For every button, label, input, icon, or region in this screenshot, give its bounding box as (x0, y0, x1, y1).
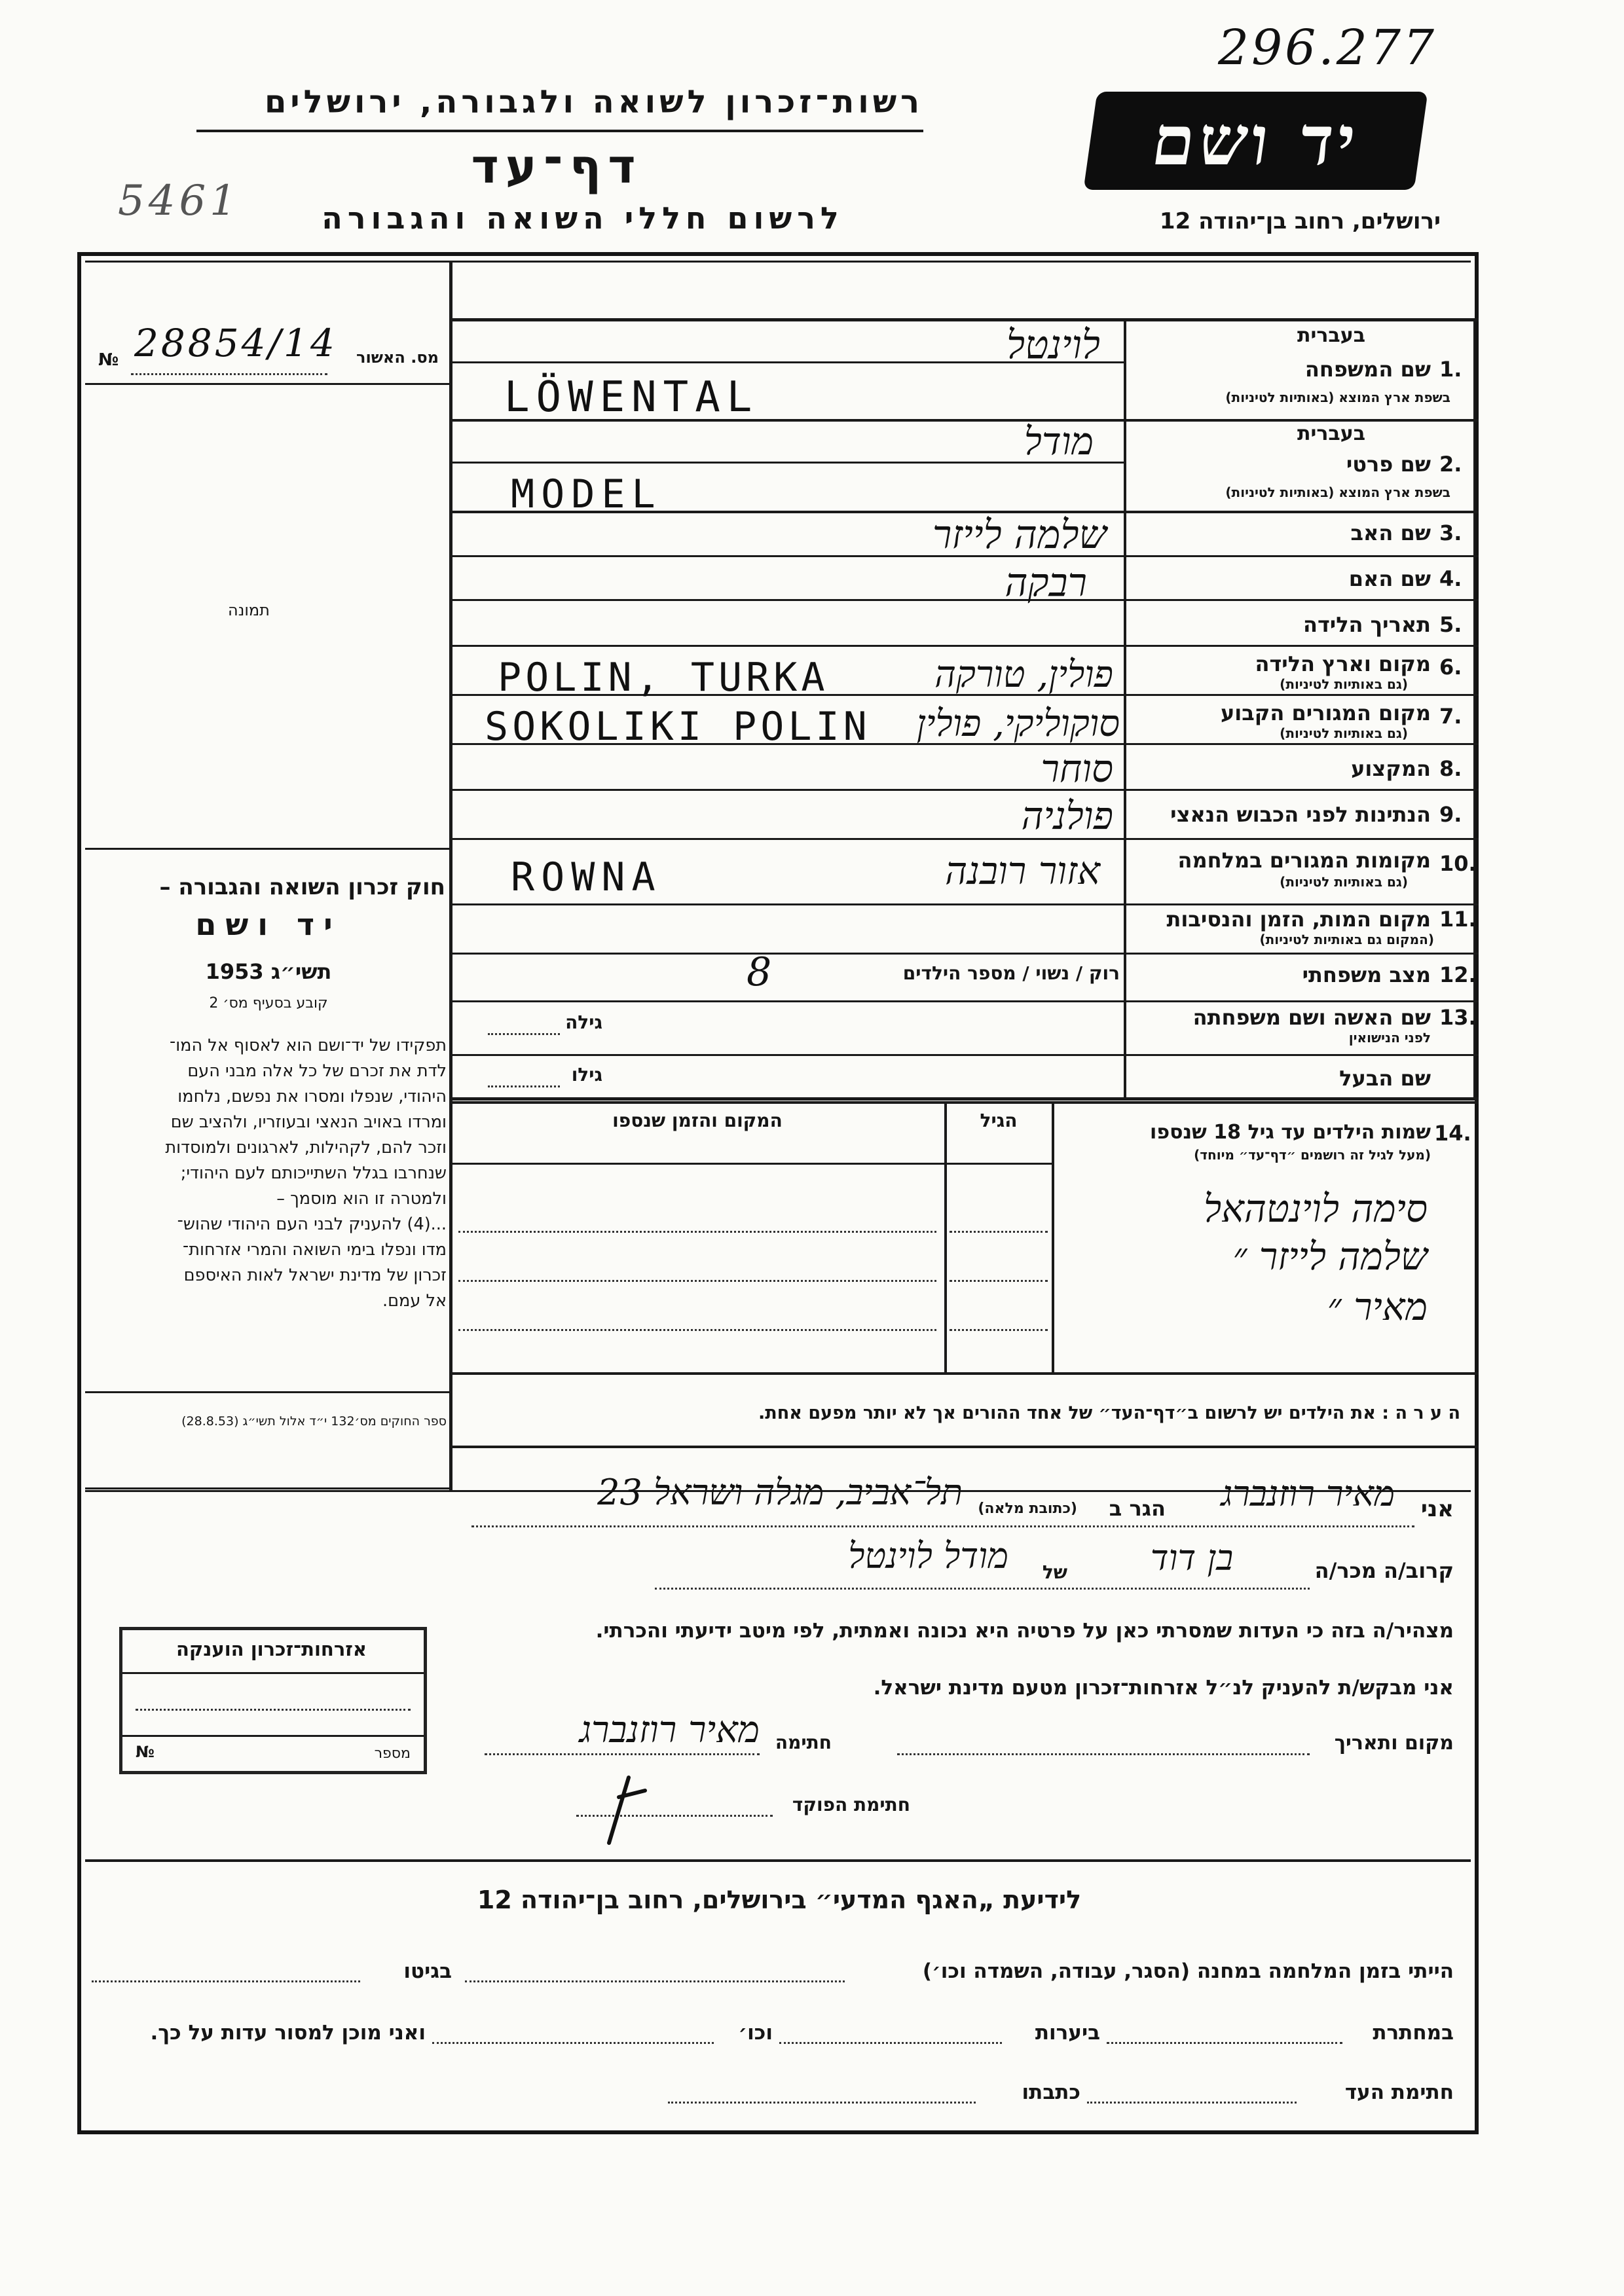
declarant-signature: מאיר רוזנברג (579, 1709, 760, 1751)
field-5-num: 5. (1439, 612, 1462, 637)
age-dots (950, 1280, 1048, 1282)
field-1-lang: בעברית (1297, 324, 1365, 347)
field-6-num: 6. (1439, 655, 1462, 680)
citizenship-rule (122, 1735, 424, 1737)
frame-inner-rule (85, 261, 1471, 263)
children-sub: (מעל לגיל זה רושמים ״דף־עד״ מיוחד) (1194, 1147, 1431, 1163)
approval-number: 28854/14 (134, 321, 337, 365)
field-1-sub: בשפת ארץ המוצא (באותיות לטיניות) (1225, 390, 1450, 405)
row-rule (452, 1000, 1479, 1002)
place-header: המקום והזמן שנספו (612, 1110, 783, 1131)
row-rule (452, 953, 1479, 955)
law-line: מדו ונפלו בימי השואה והמרי אזרחות־ (183, 1240, 447, 1260)
bottom-line1-end-dots (92, 1980, 360, 1982)
field-10-num: 10. (1439, 851, 1477, 876)
place-dots (458, 1280, 936, 1282)
bottom-forests: ביערות (1035, 2021, 1100, 2045)
field-1-num: 1. (1439, 357, 1462, 382)
field-2-lang: בעברית (1297, 422, 1365, 445)
field-10-latin-value: ROWNA (511, 854, 662, 900)
field-13-num: 13. (1439, 1005, 1477, 1030)
field-8-num: 8. (1439, 756, 1462, 781)
officer-signature-mark (583, 1771, 655, 1850)
field-3-label: שם האב (1350, 520, 1431, 545)
law-line: וזכר להם, לקהילות, לארגונים ולמוסדות (165, 1138, 447, 1157)
field-5-label: תאריך הלידה (1302, 612, 1431, 637)
header-rule (196, 130, 923, 132)
of-name: מודל לוינטל (848, 1535, 1008, 1576)
approval-rule (85, 383, 449, 385)
field-9-num: 9. (1439, 802, 1462, 827)
left-column-divider (449, 261, 452, 1491)
law-paragraph (88, 1033, 447, 1314)
full-address-label: (כתובת מלאה) (978, 1501, 1077, 1517)
bottom-section-rule (85, 1859, 1471, 1862)
place-date-dots (897, 1753, 1310, 1755)
law-box-top (85, 848, 449, 850)
row-rule (452, 1097, 1479, 1101)
citizenship-rule (122, 1672, 424, 1674)
declarant-address: תל־אביב, מגלה ושראל 23 (597, 1472, 963, 1513)
husband-age-dots (488, 1085, 560, 1087)
field-7-sub: (גם באותיות לטיניות) (1280, 725, 1408, 741)
age-dots (950, 1231, 1048, 1233)
field-4-label: שם האם (1348, 566, 1431, 591)
field-6-value: פולין, טורקה (934, 653, 1113, 696)
i-label: אני (1420, 1496, 1454, 1522)
signature-label: חתימה (775, 1732, 832, 1753)
law-source: ספר החוקים מס׳132 י״ד אלול תשי״ג (28.8.53) (181, 1414, 447, 1429)
field-8-value: סוחר (1041, 746, 1113, 791)
field-2-sub: בשפת ארץ המוצא (באותיות לטיניות) (1225, 484, 1450, 500)
request: אני מבקש/ת להעניק לנ״ל אזרחות־זכרון מטעם מדינת ישראל. (873, 1676, 1454, 1700)
field-3-value: שלמה לייזר (932, 512, 1107, 558)
field-2-label: שם פרטי (1346, 452, 1431, 477)
citizenship-box (119, 1627, 427, 1774)
note-text: ה ע ר ה : את הילדים יש לרשום ב״דף־העד״ של אחד ההורים אך לא יותר מפעם אחת. (758, 1403, 1460, 1423)
bottom-testimony: ואני מוכן למסור עדות על כך. (150, 2021, 426, 2045)
children-label: שמות הילדים עד גיל 18 שנספו (1150, 1121, 1431, 1144)
declaration: מצהיר/ה בזה כי העדות שמסרתי כאן על פרטיה היא נכונה ואמתית, לפי מיטב ידיעתי והכרתי. (595, 1619, 1454, 1643)
authority-line: רשות־זכרון לשואה ולגבורה, ירושלים (264, 84, 923, 120)
field-9-value: פולניה (1021, 793, 1113, 838)
field-13-age-label: גילה (565, 1011, 602, 1033)
field-12-value: רוק / נשוי / מספר הילדים (902, 962, 1120, 984)
children-col-1 (944, 1104, 947, 1372)
yad-vashem-logo (1083, 92, 1428, 190)
field-4-value: רבקה (1005, 560, 1087, 606)
field-8-label: המקצוע (1351, 756, 1431, 781)
top-band-bottom (449, 318, 1479, 321)
field-12-num: 12. (1439, 962, 1477, 987)
approval-label: מס. האשור (356, 348, 439, 367)
field-7-value: סוקוליקי, פולין (916, 702, 1120, 745)
row-rule (452, 903, 1479, 905)
bottom-address: כתבתו (1022, 2081, 1080, 2104)
child-name: מאיר ״ (1327, 1285, 1428, 1329)
law-line: זכרון של מדינת ישראל לאות האיספם (183, 1266, 447, 1285)
address-dots (471, 1525, 1414, 1527)
field-2-latin-value: MODEL (511, 471, 662, 517)
field-7-latin-value: SOKOLIKI POLIN (485, 704, 871, 750)
law-source-rule (85, 1391, 449, 1393)
bottom-line2-dots-b (779, 2042, 1002, 2044)
photo-label: תמונה (228, 601, 270, 619)
husband-label: שם הבעל (1339, 1066, 1431, 1091)
bottom-line3-dots-b (668, 2102, 976, 2104)
field-10-label: מקומות המגורים במלחמה (1177, 848, 1431, 873)
field-13-age-dots (488, 1033, 560, 1035)
field-3-num: 3. (1439, 520, 1462, 545)
field-10-value: אזור רובנה (945, 848, 1100, 893)
law-line: לדת את זכרם של כל אלה מבני העם (187, 1061, 447, 1081)
field-4-num: 4. (1439, 566, 1462, 591)
children-header-rule (452, 1163, 1053, 1165)
lives-label: הגר ב (1109, 1496, 1166, 1521)
approval-dots (131, 373, 327, 375)
bottom-underground: במחתרת (1373, 2021, 1454, 2045)
form-title: דף־עד (471, 139, 642, 194)
children-count: 8 (747, 949, 772, 995)
law-line: היהודי, שנפלו ומסרו את נפשם, נלחמו (177, 1087, 447, 1106)
law-box-bottom (85, 1487, 449, 1489)
logo-text: יד ושם (1147, 100, 1365, 181)
place-date-label: מקום ותאריך (1334, 1732, 1454, 1755)
signature-dots (485, 1753, 760, 1755)
field-12-label: מצב משפחתי (1302, 962, 1431, 987)
age-dots (950, 1329, 1048, 1331)
citizenship-number-label: מספר (374, 1745, 411, 1762)
field-6-sub: (גם באותיות לטיניות) (1280, 676, 1408, 692)
children-top-rule (452, 1101, 1479, 1104)
children-col-2 (1052, 1104, 1054, 1372)
field-13-sub: לפני הנישואין (1348, 1030, 1431, 1046)
field-11-label: מקום המות, הזמן והנסיבות (1166, 907, 1431, 932)
field-6-label: מקום וארץ הלידה (1255, 651, 1431, 676)
law-title: חוק זכרון השואה והגבורה – (159, 874, 445, 900)
form-subtitle: לרשום חללי השואה והגבורה (322, 200, 844, 236)
officer-label: חתימת הפוקד (792, 1794, 910, 1815)
field-10-sub: (גם באותיות לטיניות) (1280, 874, 1408, 890)
bottom-line2-dots-a (1107, 2042, 1342, 2044)
place-dots (458, 1231, 936, 1233)
law-section: קובע בסעיף מס׳ 2 (209, 995, 328, 1011)
relation-value: בן דוד (1150, 1537, 1234, 1578)
bottom-line3-dots-a (1087, 2102, 1297, 2104)
field-6-latin-value: POLIN, TURKA (498, 655, 829, 701)
field-9-label: הנתינות לפני הכבוש הנאצי (1170, 802, 1431, 827)
relative-label: קרוב/ה מכר/ה (1314, 1558, 1454, 1583)
field-1-latin-value: LÖWENTAL (504, 373, 759, 422)
field-13-label: שם האשה ושם משפחתה (1192, 1005, 1431, 1030)
row-rule (452, 838, 1479, 840)
bottom-line1-label: הייתי בזמן המלחמה במחנה (הסגר, עבודה, השמדה וכו׳) (922, 1959, 1454, 1983)
field-1-hebrew-value: לוינטל (1006, 322, 1100, 368)
field-11-num: 11. (1439, 907, 1477, 932)
citizenship-no-sign: № (136, 1743, 155, 1761)
law-name: יד ושם (195, 907, 342, 942)
children-num: 14. (1434, 1121, 1471, 1146)
note-bottom-rule (452, 1446, 1479, 1448)
bottom-line1-dots (465, 1980, 845, 1982)
approval-no-sign: № (98, 350, 119, 370)
field-2-num: 2. (1439, 452, 1462, 477)
field-7-label: מקום המגורים הקבוע (1220, 701, 1431, 725)
law-year: תשי״ג 1953 (205, 959, 332, 984)
declarant-name: מאיר רוזנברג (1221, 1473, 1395, 1514)
field-11-sub: (המקום גם באותיות לטיניות) (1259, 932, 1434, 947)
field-2-hebrew-value: מודל (1024, 419, 1094, 464)
age-header: הגיל (980, 1110, 1018, 1131)
citizenship-title: אזרחות־זכרון הוענקה (175, 1638, 367, 1660)
law-line: ומרדו באויב הנאצי ובעוזריו, ולהציב שם (170, 1112, 447, 1132)
citizenship-dots (136, 1709, 411, 1711)
row-rule (452, 645, 1479, 647)
side-number: 5461 (118, 177, 240, 225)
place-dots (458, 1329, 936, 1331)
label-divider (1124, 318, 1126, 1097)
field-1-label: שם המשפחה (1304, 357, 1431, 382)
row-rule (452, 1054, 1479, 1056)
husband-age-label: גילו (571, 1064, 602, 1085)
law-line: שנחרבו בגלל השתייכותם לעם היהודי; (180, 1163, 447, 1183)
bottom-line2-dots-c (432, 2042, 714, 2044)
archive-number: 296.277 (1218, 20, 1437, 76)
bottom-title: לידיעת „האגף המדעי״ בירושלים, רחוב בן־יהודה 12 (477, 1886, 1082, 1914)
relative-dots (655, 1588, 1310, 1590)
note-top-rule (452, 1372, 1479, 1375)
of-label: של (1042, 1561, 1067, 1583)
law-line: תפקידו של יד־ושם הוא לאסוף אל המו־ (170, 1036, 447, 1055)
law-line: ...(4) להעניק לבני העם היהודי שהוש־ (177, 1214, 447, 1234)
law-line: ולמטרה זו הוא מוסמך – (276, 1189, 447, 1209)
child-name: שלמה לייזר ״ (1232, 1234, 1428, 1279)
field-7-num: 7. (1439, 704, 1462, 729)
bottom-witness-signature: חתימת העד (1344, 2081, 1454, 2104)
bottom-line1-end: בגיטו (403, 1959, 452, 1983)
address-line: ירושלים, רחוב בן־יהודה 12 (1159, 208, 1441, 234)
bottom-etc: וכו׳ (738, 2021, 773, 2045)
child-name: סימה לוינטהאל (1204, 1186, 1428, 1231)
law-line: אל עמם. (382, 1291, 447, 1311)
